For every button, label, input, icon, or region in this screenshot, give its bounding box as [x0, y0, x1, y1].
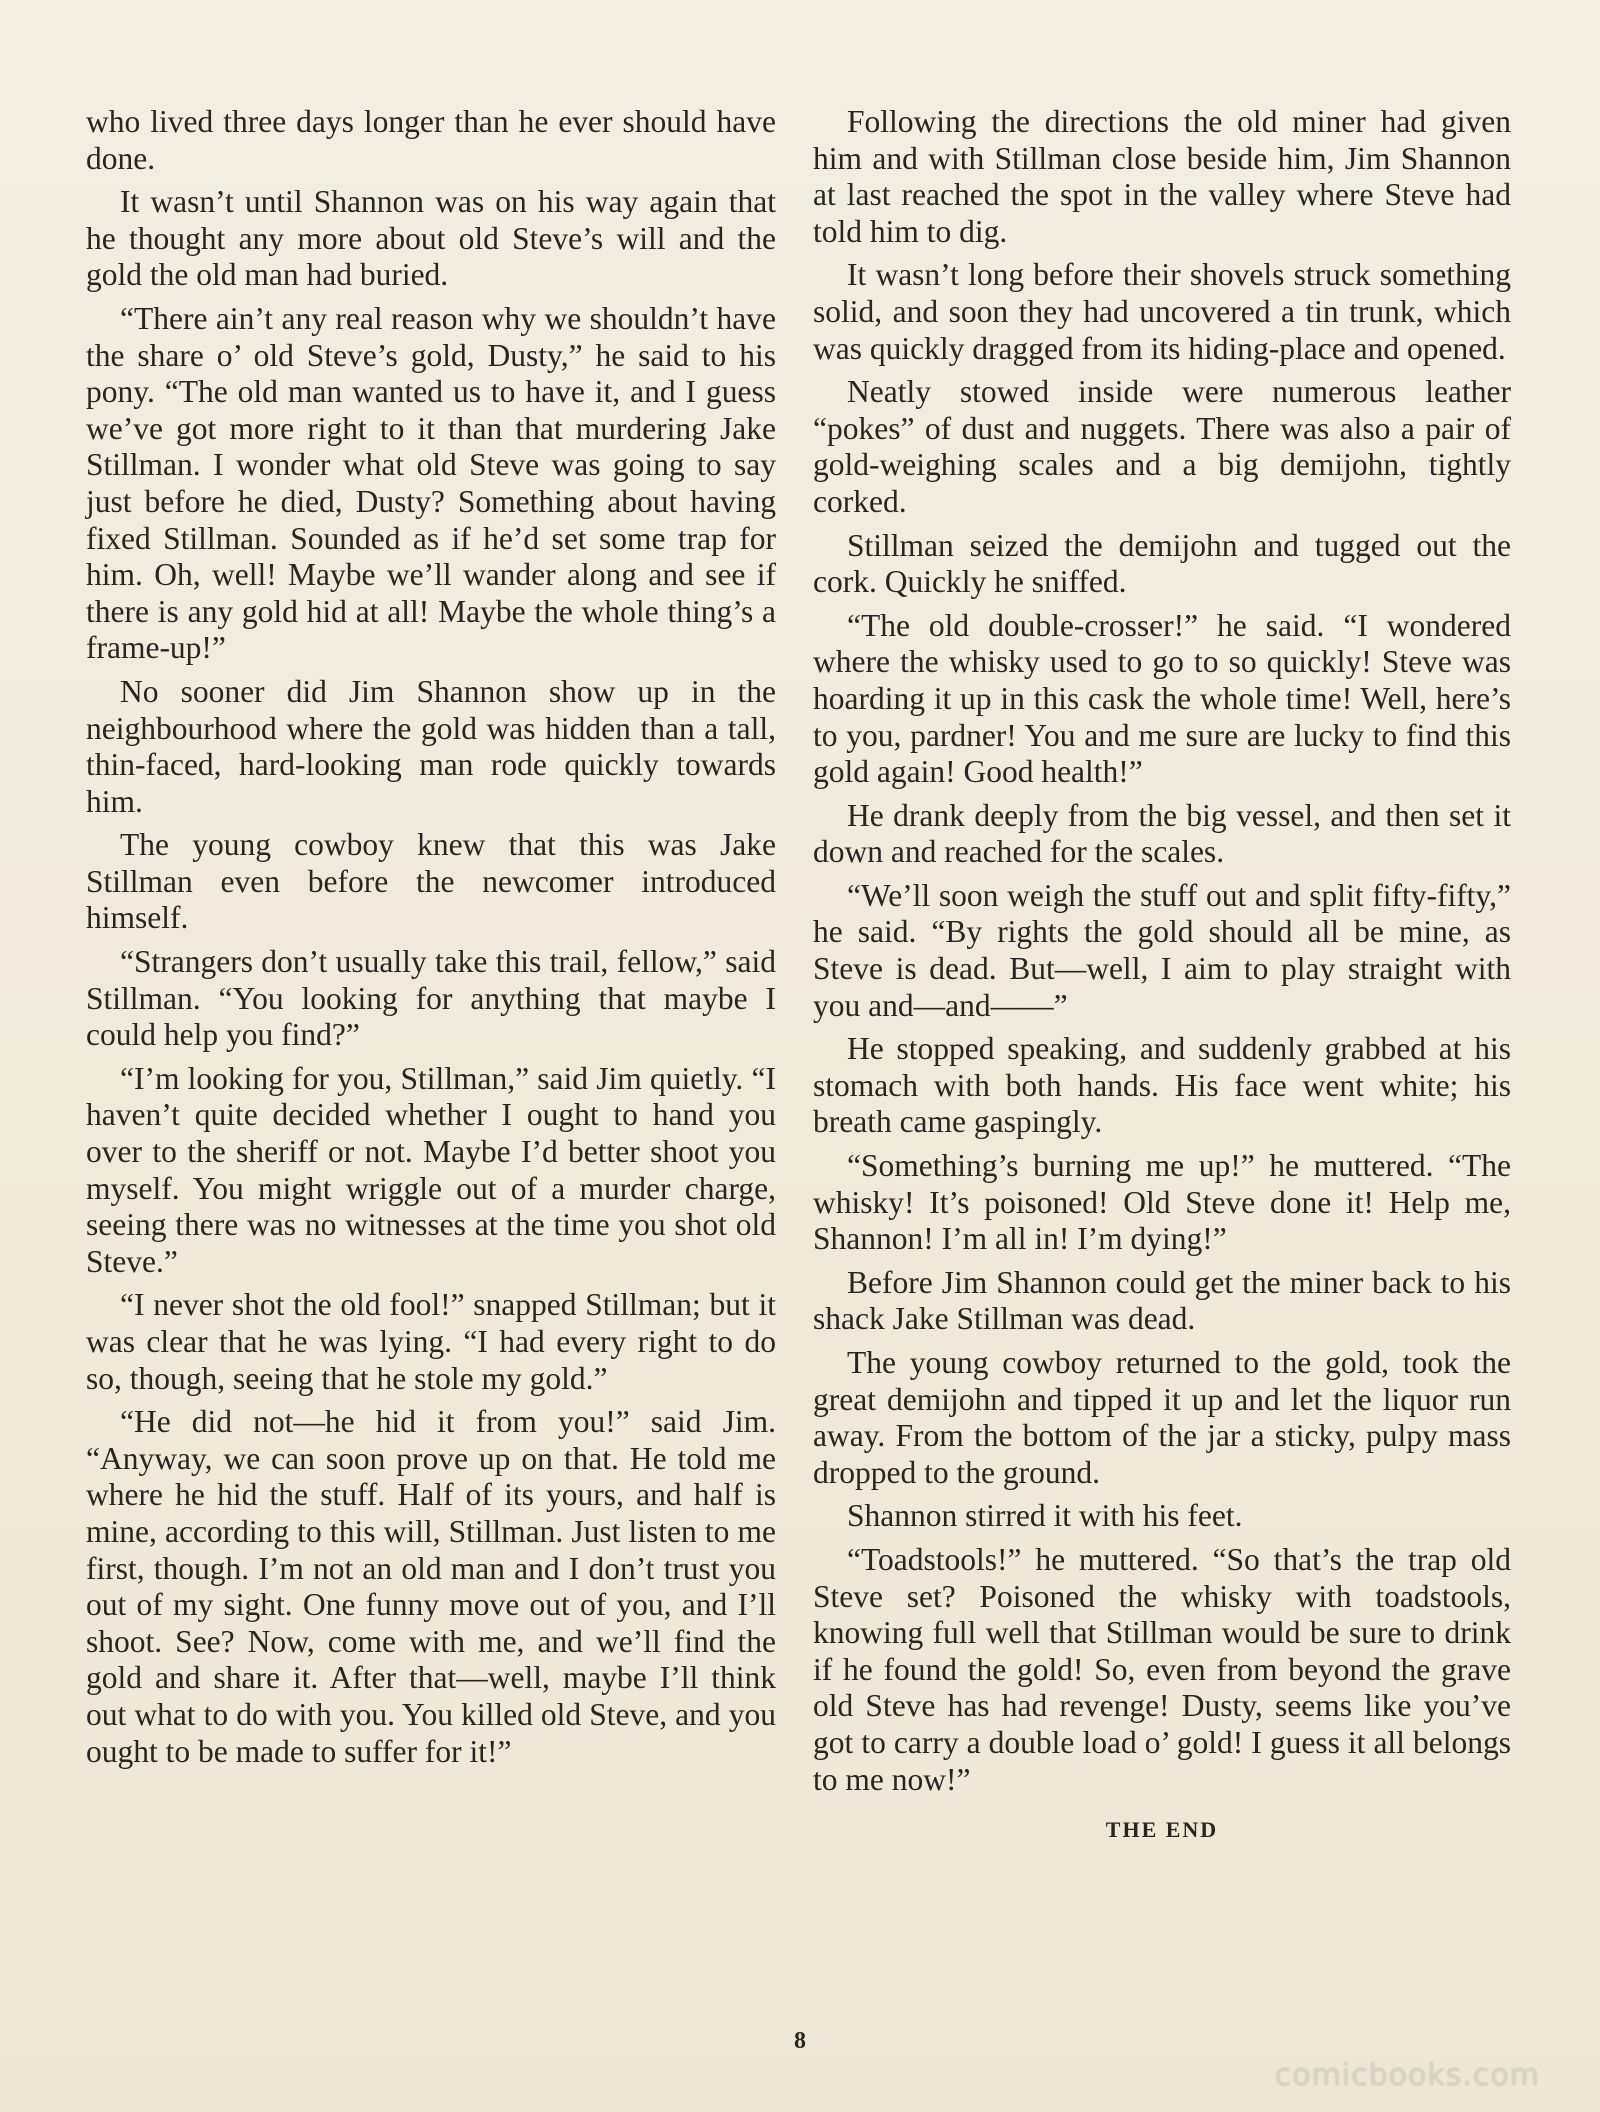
paragraph: The young cowboy knew that this was Jake Stillman even before the newcomer introduced himself.: [86, 827, 776, 936]
paragraph: It wasn’t long before their shovels struck something solid, and soon they had uncovered a tin trunk, which was quickly dragged from its hiding-place and opened.: [813, 257, 1511, 366]
paragraph: He drank deeply from the big vessel, and then set it down and reached for the scales.: [813, 797, 1511, 870]
paragraph: The young cowboy returned to the gold, took the great demijohn and tipped it up and let the liquor run away. From the bottom of the jar a sticky, pulpy mass dropped to the ground.: [813, 1345, 1511, 1490]
page-number: 8: [794, 2028, 806, 2054]
paragraph: “I’m looking for you, Stillman,” said Jim quietly. “I haven’t quite decided whether I ought to hand you over to the sheriff or not. Maybe I’d better shoot you myself. You might wriggle out of a murder charge, seeing there was no witnesses at the time you shot old Steve.”: [86, 1060, 776, 1279]
paragraph: Shannon stirred it with his feet.: [847, 1498, 1243, 1534]
paragraph: It wasn’t until Shannon was on his way again that he thought any more about old Steve’s will and the gold the old man had buried.: [86, 184, 776, 293]
paragraph: “Something’s burning me up!” he muttered. “The whisky! It’s poisoned! Old Steve done it! Help me, Shannon! I’m all in! I’m dying!”: [813, 1148, 1511, 1257]
left-text-column: [86, 104, 776, 1777]
right-text-column: [813, 104, 1511, 1849]
paragraph: No sooner did Jim Shannon show up in the neighbourhood where the gold was hidden than a tall, thin-faced, hard-looking man rode quickly towards him.: [86, 673, 776, 819]
paragraph: “He did not—he hid it from you!” said Jim. “Anyway, we can soon prove up on that. He told me where he hid the stuff. Half of its yours, and half is mine, according to this will, Stillman. Just listen to me first, though. I’m not an old man and I don’t trust you out of my sight. One funny move out of you, and I’ll shoot. See? Now, come with me, and we’ll find the gold and share it. After that—well, maybe I’ll think out what to do with you. You killed old Steve, and you ought to be made to suffer for it!”: [86, 1404, 776, 1769]
paragraph: Stillman seized the demijohn and tugged out the cork. Quickly he sniffed.: [813, 527, 1511, 600]
paragraph: who lived three days longer than he ever should have done.: [86, 104, 776, 176]
paragraph: He stopped speaking, and suddenly grabbed at his stomach with both hands. His face went white; his breath came gaspingly.: [813, 1031, 1511, 1140]
paragraph: Before Jim Shannon could get the miner back to his shack Jake Stillman was dead.: [813, 1264, 1511, 1337]
paragraph: “We’ll soon weigh the stuff out and split fifty-fifty,” he said. “By rights the gold should all be mine, as Steve is dead. But—well, I aim to play straight with you and—and——”: [813, 877, 1511, 1023]
paragraph: Following the directions the old miner had given him and with Stillman close beside him, Jim Shannon at last reached the spot in the valley where Steve had told him to dig.: [813, 104, 1511, 249]
paragraph: Neatly stowed inside were numerous leather “pokes” of dust and nuggets. There was also a pair of gold-weighing scales and a big demijohn, tightly corked.: [813, 374, 1511, 519]
paragraph: “Toadstools!” he muttered. “So that’s the trap old Steve set? Poisoned the whisky with toadstools, knowing full well that Stillman would be sure to drink if he found the gold! So, even from beyond the grave old Steve has had revenge! Dusty, seems like you’ve got to carry a double load o’ gold! I guess it all belongs to me now!”: [813, 1541, 1511, 1797]
paragraph: “There ain’t any real reason why we shouldn’t have the share o’ old Steve’s gold, Dusty,” he said to his pony. “The old man wanted us to have it, and I guess we’ve got more right to it than that murdering Jake Stillman. I wonder what old Steve was going to say just before he died, Dusty? Something about having fixed Stillman. Sounded as if he’d set some trap for him. Oh, well! Maybe we’ll wander along and see if there is any gold hid at all! Maybe the whole thing’s a frame-up!”: [86, 300, 776, 666]
watermark: comicbooks.com: [1274, 2058, 1540, 2093]
the-end-label: THE END: [1105, 1817, 1219, 1843]
paragraph: “Strangers don’t usually take this trail, fellow,” said Stillman. “You looking for anything that maybe I could help you find?”: [86, 944, 776, 1053]
paragraph: “I never shot the old fool!” snapped Stillman; but it was clear that he was lying. “I had every right to do so, though, seeing that he stole my gold.”: [86, 1287, 776, 1396]
paragraph: “The old double-crosser!” he said. “I wondered where the whisky used to go to so quickly! Steve was hoarding it up in this cask the whole time! Well, here’s to you, pardner! You and me sure are lucky to find this gold again! Good health!”: [813, 607, 1511, 790]
